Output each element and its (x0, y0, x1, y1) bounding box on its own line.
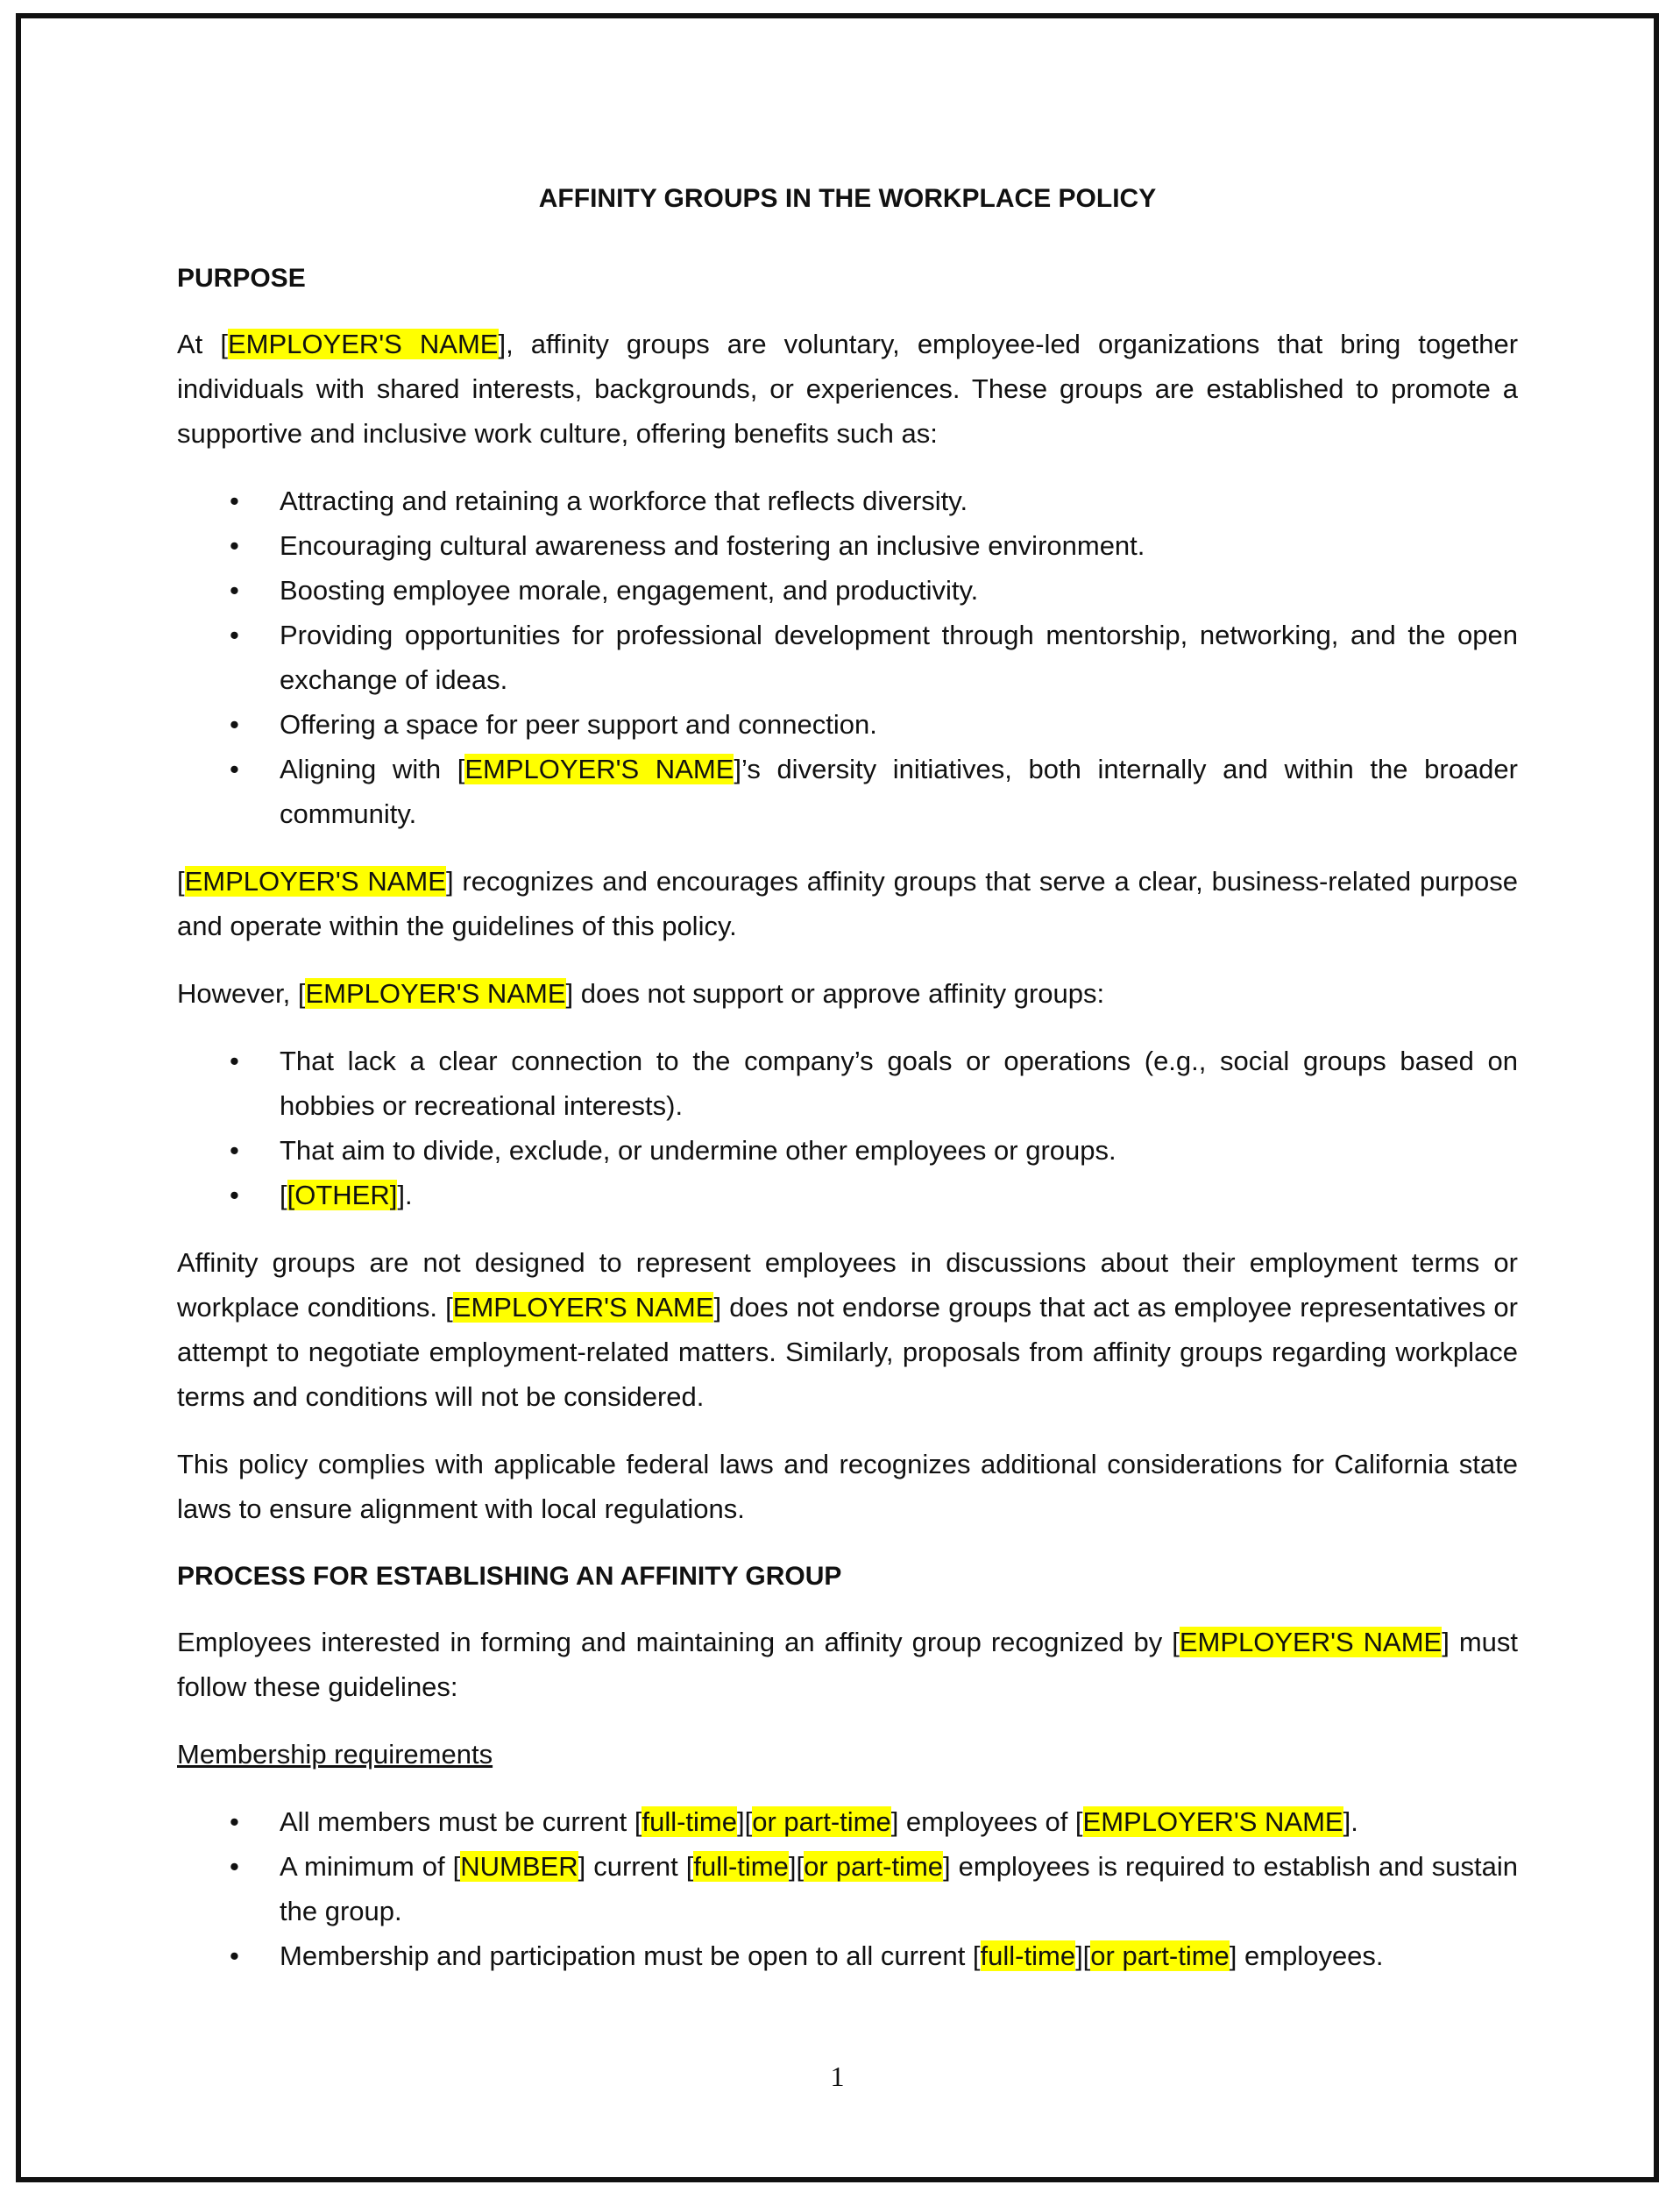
bullet-icon: • (230, 620, 239, 650)
bullet-icon: • (230, 1180, 239, 1210)
text: ] does not support or approve affinity groups: (565, 978, 1105, 1009)
list-item-text: Boosting employee morale, engagement, and productivity. (280, 575, 979, 606)
full-time-placeholder: full-time (980, 1940, 1076, 1971)
text: ] recognizes and encourages affinity groups that serve a clear, business-related purpose and operate within the guidelines of this policy. (177, 866, 1518, 941)
text: ] employees of [ (890, 1806, 1083, 1837)
part-time-placeholder: or part-time (1090, 1940, 1230, 1971)
list-item (177, 613, 1518, 702)
benefits-list (177, 479, 1518, 836)
unsupported-groups-list (177, 1039, 1518, 1217)
text: ][ (736, 1806, 753, 1837)
text: However, [ (177, 978, 306, 1009)
bullet-icon: • (230, 1135, 239, 1166)
list-item-text: That lack a clear connection to the company’s goals or operations (e.g., social groups based on hobbies or recreational interests). (280, 1046, 1518, 1121)
bullet-icon: • (230, 1940, 239, 1971)
membership-subheading: Membership requirements (177, 1739, 493, 1770)
bullet-icon: • (230, 1806, 239, 1837)
text: [ (280, 1180, 287, 1210)
purpose-paragraph-3 (177, 971, 1518, 1016)
text: Membership and participation must be open to all current [ (280, 1940, 981, 1971)
text: Employees interested in forming and maintaining an affinity group recognized by [ (177, 1627, 1180, 1657)
text: ] must follow these guidelines: (177, 1627, 1519, 1702)
list-item (177, 747, 1518, 836)
text: Aligning with [ (280, 754, 465, 784)
text: ] employees is required to establish and sustain the group. (280, 1851, 1519, 1926)
membership-list (177, 1799, 1518, 1978)
list-item (177, 568, 1518, 613)
list-item-text: Attracting and retaining a workforce that reflects diversity. (280, 486, 968, 516)
list-item (177, 1799, 1518, 1844)
text: ]. (397, 1180, 413, 1210)
text: ] does not endorse groups that act as employee representatives or attempt to negotiate employment-related matters. Similarly, proposals from affinity groups regarding workplace terms and conditions will not be considered. (177, 1292, 1518, 1412)
list-item (177, 1039, 1518, 1128)
full-time-placeholder: full-time (693, 1851, 789, 1882)
purpose-paragraph-2 (177, 859, 1518, 948)
employer-name-placeholder: EMPLOYER'S NAME (464, 754, 734, 784)
text: ][ (788, 1851, 805, 1882)
full-time-placeholder: full-time (642, 1806, 737, 1837)
text: [ (177, 866, 185, 897)
employer-name-placeholder: EMPLOYER'S NAME (1179, 1627, 1443, 1657)
bullet-icon: • (230, 1851, 239, 1882)
other-placeholder: [OTHER] (287, 1180, 398, 1210)
bullet-icon: • (230, 709, 239, 740)
part-time-placeholder: or part-time (752, 1806, 891, 1837)
text: ], affinity groups are voluntary, employee-led organizations that bring together individuals with shared interests, backgrounds, or experiences. These groups are established to promote a supportive and inclusive work culture, offering benefits such as: (177, 329, 1519, 449)
list-item-text: That aim to divide, exclude, or undermine other employees or groups. (280, 1135, 1116, 1166)
document-title: AFFINITY GROUPS IN THE WORKPLACE POLICY (538, 184, 1157, 213)
employer-name-placeholder: EMPLOYER'S NAME (1082, 1806, 1343, 1837)
bullet-icon: • (230, 486, 239, 516)
process-heading: PROCESS FOR ESTABLISHING AN AFFINITY GROUP (177, 1562, 842, 1591)
purpose-paragraph-4 (177, 1240, 1518, 1419)
list-item (177, 479, 1518, 523)
list-item (177, 523, 1518, 568)
purpose-heading: PURPOSE (177, 264, 306, 293)
text: Affinity groups are not designed to represent employees in discussions about their employment terms or workplace conditions. [ (177, 1247, 1518, 1323)
list-item (177, 1844, 1518, 1933)
employer-name-placeholder: EMPLOYER'S NAME (227, 329, 499, 359)
bullet-icon: • (230, 575, 239, 606)
list-item (177, 702, 1518, 747)
employer-name-placeholder: EMPLOYER'S NAME (184, 866, 446, 897)
bullet-icon: • (230, 754, 239, 784)
bullet-icon: • (230, 530, 239, 561)
purpose-paragraph-5: This policy complies with applicable federal laws and recognizes additional considerations for California state laws to ensure alignment with local regulations. (177, 1449, 1518, 1524)
purpose-paragraph-1 (177, 322, 1518, 456)
text: ] current [ (578, 1851, 694, 1882)
text: At [ (177, 329, 228, 359)
list-item (177, 1933, 1518, 1978)
list-item (177, 1173, 1518, 1217)
employer-name-placeholder: EMPLOYER'S NAME (305, 978, 566, 1009)
text: ][ (1075, 1940, 1091, 1971)
text: ]. (1343, 1806, 1358, 1837)
bullet-icon: • (230, 1046, 239, 1076)
employer-name-placeholder: EMPLOYER'S NAME (452, 1292, 714, 1323)
document-page (16, 13, 1659, 2182)
document-body (177, 176, 1518, 2001)
list-item-text: Providing opportunities for professional development through mentorship, networking, and the open exchange of ideas. (280, 620, 1518, 695)
process-paragraph-1 (177, 1620, 1518, 1709)
list-item (177, 1128, 1518, 1173)
text: ] employees. (1229, 1940, 1384, 1971)
number-placeholder: NUMBER (460, 1851, 578, 1882)
part-time-placeholder: or part-time (804, 1851, 944, 1882)
text: ]’s diversity initiatives, both internally and within the broader community. (280, 754, 1518, 829)
list-item-text: Encouraging cultural awareness and fostering an inclusive environment. (280, 530, 1145, 561)
page-number: 1 (830, 2061, 845, 2092)
text: A minimum of [ (280, 1851, 461, 1882)
list-item-text: Offering a space for peer support and connection. (280, 709, 877, 740)
text: All members must be current [ (280, 1806, 642, 1837)
